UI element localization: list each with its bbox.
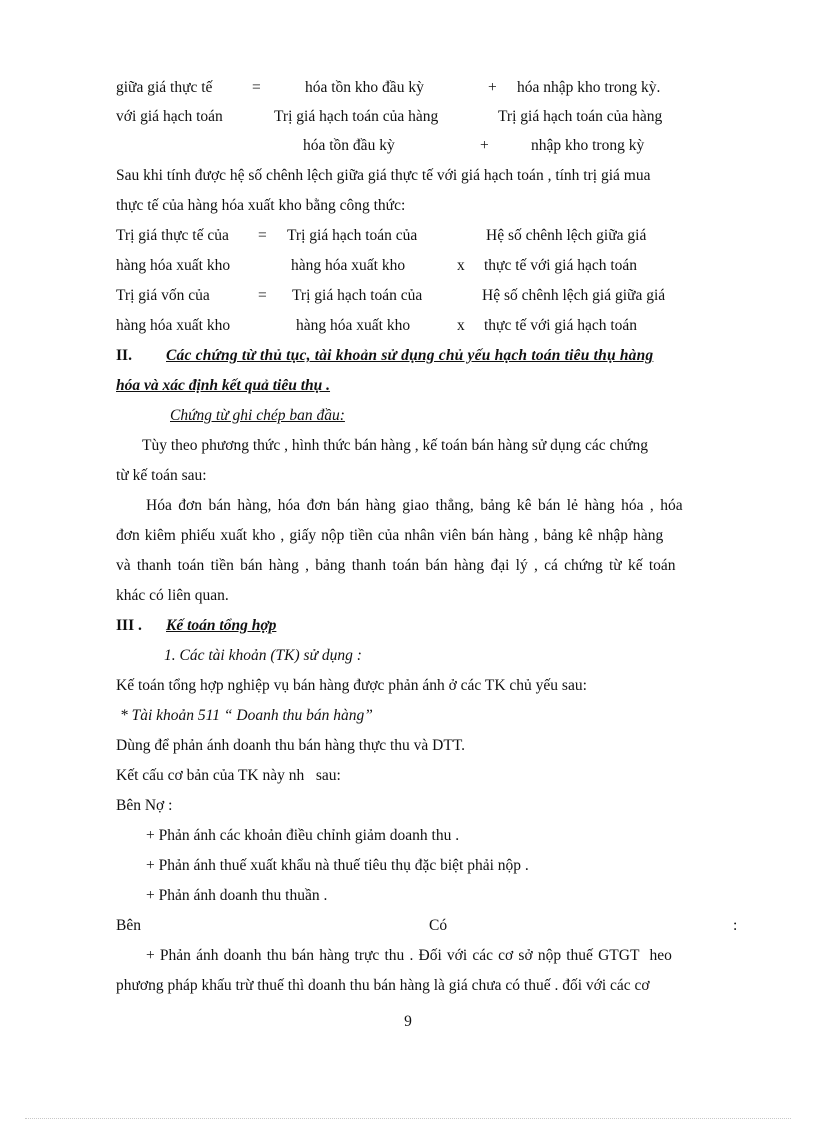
paragraph-line: khác có liên quan.	[116, 587, 229, 604]
section-heading-cont: hóa và xác định kết quả tiêu thụ .	[116, 377, 331, 394]
formula3-term-1b: hàng hóa xuất kho	[296, 317, 411, 334]
credit-side-label-co: Có	[429, 917, 448, 934]
formula2-term-2a: Hệ số chênh lệch giữa giá	[486, 227, 647, 244]
section-number: III .	[116, 617, 142, 634]
credit-side-label: Bên	[116, 917, 141, 934]
page-number: 9	[404, 1013, 412, 1030]
formula2-term-2b: thực tế với giá hạch toán	[484, 257, 638, 274]
paragraph-line: và thanh toán tiền bán hàng , bảng thanh toán bán hàng đại lý , cá chứng từ kế toán	[116, 557, 676, 574]
list-item: + Phản ánh các khoản điều chỉnh giảm doanh thu .	[146, 827, 460, 844]
paragraph-line: Kế toán tổng hợp nghiệp vụ bán hàng được phản ánh ở các TK chủ yếu sau:	[116, 677, 587, 694]
formula2-label-2: hàng hóa xuất kho	[116, 257, 231, 274]
formula3-times: x	[457, 317, 465, 334]
section-number: II.	[116, 347, 132, 364]
formula1-denom-2b: nhập kho trong kỳ	[531, 137, 645, 154]
formula2-times: x	[457, 257, 465, 274]
paragraph-line: Hóa đơn bán hàng, hóa đơn bán hàng giao thẳng, bảng kê bán lẻ hàng hóa , hóa	[146, 497, 683, 514]
formula3-equals: =	[258, 287, 267, 304]
formula1-denom-plus: +	[480, 137, 489, 154]
paragraph-line: đơn kiêm phiếu xuất kho , giấy nộp tiền của nhân viên bán hàng , bảng kê nhập hàng	[116, 527, 664, 544]
formula1-denom-1a: Trị giá hạch toán của hàng	[274, 108, 439, 125]
paragraph-line: Kết cấu cơ bản của TK này nh sau:	[116, 767, 341, 784]
paragraph-line: phương pháp khấu trừ thuế thì doanh thu bán hàng là giá chưa có thuế . đối với các cơ	[116, 977, 650, 994]
section-heading: Kế toán tổng hợp	[166, 617, 277, 634]
subheading: 1. Các tài khoản (TK) sử dụng :	[164, 647, 362, 664]
list-item: + Phản ánh thuế xuất khẩu nà thuế tiêu thụ đặc biệt phải nộp .	[146, 857, 529, 874]
paragraph-line: Sau khi tính được hệ số chênh lệch giữa giá thực tế với giá hạch toán , tính trị giá mua	[116, 167, 651, 184]
formula1-denom-2a: Trị giá hạch toán của hàng	[498, 108, 663, 125]
formula3-term-2b: thực tế với giá hạch toán	[484, 317, 638, 334]
paragraph-line: từ kế toán sau:	[116, 467, 207, 484]
formula2-term-1b: hàng hóa xuất kho	[291, 257, 406, 274]
subheading: Chứng từ ghi chép ban đầu:	[170, 407, 345, 424]
formula3-term-2a: Hệ số chênh lệch giá giữa giá	[482, 287, 666, 304]
credit-side-colon: :	[733, 917, 738, 934]
list-item: + Phản ánh doanh thu thuần .	[146, 887, 328, 904]
formula1-denom-1b: hóa tồn đầu kỳ	[303, 137, 395, 154]
formula3-label-2: hàng hóa xuất kho	[116, 317, 231, 334]
account-title: * Tài khoản 511 “ Doanh thu bán hàng”	[120, 707, 373, 724]
formula3-term-1a: Trị giá hạch toán của	[292, 287, 423, 304]
formula2-label-1: Trị giá thực tế của	[116, 227, 229, 244]
paragraph-line: thực tế của hàng hóa xuất kho bằng công thức:	[116, 197, 406, 214]
formula2-term-1a: Trị giá hạch toán của	[287, 227, 418, 244]
paragraph-line: Tùy theo phương thức , hình thức bán hàng , kế toán bán hàng sử dụng các chứng	[142, 437, 649, 454]
section-heading: Các chứng từ thủ tục, tài khoản sử dụng chủ yếu hạch toán tiêu thụ hàng	[166, 347, 654, 364]
debit-side-label: Bên Nợ :	[116, 797, 173, 814]
formula1-plus: +	[488, 79, 497, 96]
formula1-term-2: hóa nhập kho trong kỳ.	[517, 79, 661, 96]
paragraph-line: Dùng để phản ánh doanh thu bán hàng thực thu và DTT.	[116, 737, 466, 754]
list-item: + Phản ánh doanh thu bán hàng trực thu . Đối với các cơ sở nộp thuế GTGT heo	[146, 947, 672, 964]
formula3-label-1: Trị giá vốn của	[116, 287, 210, 304]
formula1-term-1: hóa tồn kho đầu kỳ	[305, 79, 424, 96]
formula1-label-2: với giá hạch toán	[116, 108, 223, 125]
formula1-label-1: giữa giá thực tế	[116, 79, 213, 96]
formula2-equals: =	[258, 227, 267, 244]
page-bottom-border	[25, 1118, 791, 1119]
formula1-equals: =	[252, 79, 261, 96]
